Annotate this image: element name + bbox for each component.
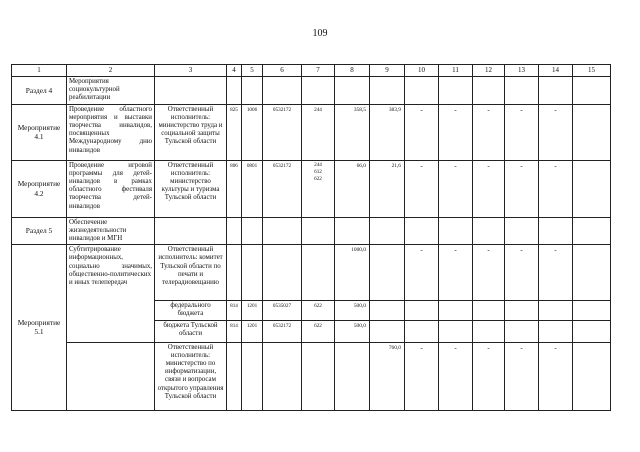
measure-5-1-informatization-row: [12, 342, 611, 410]
section-4-row: [12, 77, 611, 105]
federal-budget-label: федерального бюджета: [155, 301, 227, 320]
section-5-label: Раздел 5: [12, 217, 67, 245]
cell-c6: 0535027: [263, 301, 302, 320]
cell-c14: -: [539, 160, 573, 217]
measure-5-1-description: Субтитрирование информационных, социально значимых, общественно-политических и иных телепередач: [67, 245, 155, 342]
cell-c5: 1201: [242, 320, 263, 342]
cell-c4: 825: [227, 104, 242, 160]
cell-c8: 500,0: [335, 301, 370, 320]
cell-c13: -: [505, 104, 539, 160]
col-num: 12: [473, 65, 505, 77]
cell-c5: 1006: [242, 104, 263, 160]
cell-c11: -: [439, 342, 473, 410]
col-num: 11: [439, 65, 473, 77]
measure-4-1-description: Проведение областного мероприятия и выставки творчества инвалидов, посвященных Международному дню инвалидов: [67, 104, 155, 160]
col-num: 14: [539, 65, 573, 77]
cell-c6: 0532172: [263, 160, 302, 217]
col-num: 2: [67, 65, 155, 77]
measure-4-2-executor: Ответственный исполнитель: министерство культуры и туризма Тульской области: [155, 160, 227, 217]
col-num: 13: [505, 65, 539, 77]
cell-c13: -: [505, 160, 539, 217]
cell-c10: -: [405, 160, 439, 217]
cell-c4: 806: [227, 160, 242, 217]
program-table: [11, 64, 611, 411]
cell-c11: -: [439, 245, 473, 301]
col-num: 10: [405, 65, 439, 77]
cell-c8: 358,5: [335, 104, 370, 160]
cell-c8: 500,0: [335, 320, 370, 342]
cell-c9: 383,9: [370, 104, 405, 160]
cell-c14: -: [539, 342, 573, 410]
cell-c10: -: [405, 245, 439, 301]
cell-c4: 814: [227, 320, 242, 342]
measure-5-1-row: [12, 245, 611, 301]
cell-c12: -: [473, 104, 505, 160]
measure-4-1-executor: Ответственный исполнитель: министерство труда и социальной защиты Тульской области: [155, 104, 227, 160]
cell-c10: -: [405, 104, 439, 160]
cell-c13: -: [505, 342, 539, 410]
cell-c12: -: [473, 342, 505, 410]
column-number-row: [12, 65, 611, 77]
cell-c6: 0532172: [263, 104, 302, 160]
cell-c10: -: [405, 342, 439, 410]
cell-c7: 244: [302, 104, 335, 160]
measure-4-2-label: Мероприятие 4.2: [12, 160, 67, 217]
measure-5-1-executor-press: Ответственный исполнитель: комитет Тульской области по печати и телерадиовещанию: [155, 245, 227, 301]
cell-c7: [302, 160, 335, 217]
cell-c4: 814: [227, 301, 242, 320]
measure-4-2-row: [12, 160, 611, 217]
cell-c9: 21,6: [370, 160, 405, 217]
col-num: 3: [155, 65, 227, 77]
cell-c14: -: [539, 245, 573, 301]
code-line: 612: [314, 168, 322, 175]
col-num: 5: [242, 65, 263, 77]
col-num: 4: [227, 65, 242, 77]
cell-c5: 0801: [242, 160, 263, 217]
cell-c8: 1000,0: [335, 245, 370, 301]
measure-5-1-executor-informatization: Ответственный исполнитель: министерство по информатизации, связи и вопросам открытого управления Тульской области: [155, 342, 227, 410]
section-4-label: Раздел 4: [12, 77, 67, 105]
measure-4-1-label: Мероприятие 4.1: [12, 104, 67, 160]
cell-c11: -: [439, 160, 473, 217]
cell-c12: -: [473, 245, 505, 301]
code-line: 244: [314, 161, 322, 168]
cell-c8: 66,0: [335, 160, 370, 217]
col-num: 9: [370, 65, 405, 77]
col-num: 15: [573, 65, 611, 77]
cell-c7: 622: [302, 301, 335, 320]
cell-c11: -: [439, 104, 473, 160]
code-line: 622: [314, 175, 322, 182]
measure-4-2-description: Проведение игровой программы для детей-инвалидов в рамках областного фестиваля творчества детей-инвалидов: [67, 160, 155, 217]
cell-c14: -: [539, 104, 573, 160]
cell-c12: -: [473, 160, 505, 217]
page-number: 109: [312, 28, 328, 39]
cell-c13: -: [505, 245, 539, 301]
col-num: 7: [302, 65, 335, 77]
measure-4-1-row: [12, 104, 611, 160]
col-num: 8: [335, 65, 370, 77]
cell-c5: 1201: [242, 301, 263, 320]
measure-5-1-label: Мероприятие 5.1: [12, 245, 67, 410]
section-5-title: Обеспечение жизнедеятельности инвалидов и МГН: [67, 217, 155, 245]
regional-budget-label: бюджета Тульской области: [155, 320, 227, 342]
cell-c7: 622: [302, 320, 335, 342]
col-num: 1: [12, 65, 67, 77]
section-4-title: Мероприятия социокультурной реабилитации: [67, 77, 155, 105]
cell-c9: 760,0: [370, 342, 405, 410]
cell-c6: 0532172: [263, 320, 302, 342]
section-5-row: [12, 217, 611, 245]
col-num: 6: [263, 65, 302, 77]
